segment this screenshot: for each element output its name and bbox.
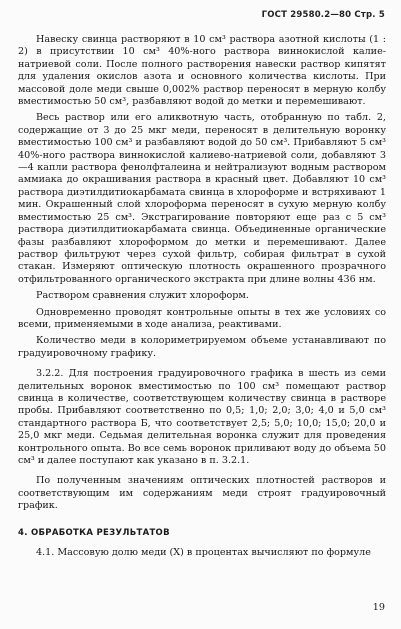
document-body	[18, 34, 386, 563]
page-number: 19	[372, 602, 385, 613]
section-title-results: 4. ОБРАБОТКА РЕЗУЛЬТАТОВ	[18, 527, 170, 538]
paragraph-reference-solution: Раствором сравнения служит хлороформ.	[36, 290, 249, 302]
paragraph-dissolution: Навеску свинца растворяют в 10 см³ раствора азотной кислоты (1 : 2) в присутствии 10 см³ 40%-ного раствора виннокислой калие-натриевой соли. После полного растворения навески раствор кипятят для удаления окислов азота и основного количества кислоты. При массовой доле меди свыше 0,002% раствор переносят в мерную колбу вместимостью 50 см³, разбавляют водой до метки и перемешивают.	[18, 34, 386, 108]
paragraph-copper-quantity: Количество меди в колориметрируемом объеме устанавливают по градуировочному графику.	[18, 335, 386, 359]
paragraph-4-1: 4.1. Массовую долю меди (X) в процентах вычисляют по формуле	[36, 547, 371, 559]
paragraph-control-experiments: Одновременно проводят контрольные опыты в тех же условиях со всеми, применяемыми в ходе анализа, реактивами.	[18, 306, 386, 330]
paragraph-calibration-graph: По полученным значениям оптических плотностей растворов и соответствующим им содержаниям меди строят градуировочный график.	[18, 475, 386, 512]
paragraph-extraction: Весь раствор или его аликвотную часть, отобранную по табл. 2, содержащие от 3 до 25 мкг меди, переносят в делительную воронку вместимостью 100 см³ и разбавляют водой до 50 см³. Прибавляют 5 см³ 40%-ного раствора виннокислой калиево-натриевой соли, добавляют 3—4 капли раствора фенолфталеина и нейтрализуют водным раствором аммиака до окрашивания раствора в красный цвет. Добавляют 10 см³ раствора диэтилдитиокарбамата свинца в хлороформе и встряхивают 1 мин. Окрашенный слой хлороформа переносят в сухую мерную колбу вместимостью 25 см³. Экстрагирование повторяют еще раз с 5 см³ раствора диэтилдитиокарбамата свинца. Объединенные органические фазы разбавляют хлороформом до метки и перемешивают. Далее раствор фильтруют через сухой фильтр, собирая фильтрат в сухой стакан. Измеряют оптическую плотность окрашенного прозрачного отфильтрованного органического экстракта при длине волны 436 нм.	[18, 112, 386, 285]
paragraph-calibration-3-2-2: 3.2.2. Для построения градуировочного графика в шесть из семи делительных воронок вместимостью по 100 см³ помещают раствор свинца в количестве, соответствующем количеству свинца в растворе пробы. Прибавляют соответственно по 0,5; 1,0; 2,0; 3,0; 4,0 и 5,0 см³ стандартного раствора Б, что соответствует 2,5; 5,0; 10,0; 15,0; 20,0 и 25,0 мкг меди. Седьмая делительная воронка служит для проведения контрольного опыта. Во все семь воронок приливают воду до объема 50 см³ и далее поступают как указано в п. 3.2.1.	[18, 368, 386, 466]
page-header: ГОСТ 29580.2—80 Стр. 5	[261, 10, 385, 20]
